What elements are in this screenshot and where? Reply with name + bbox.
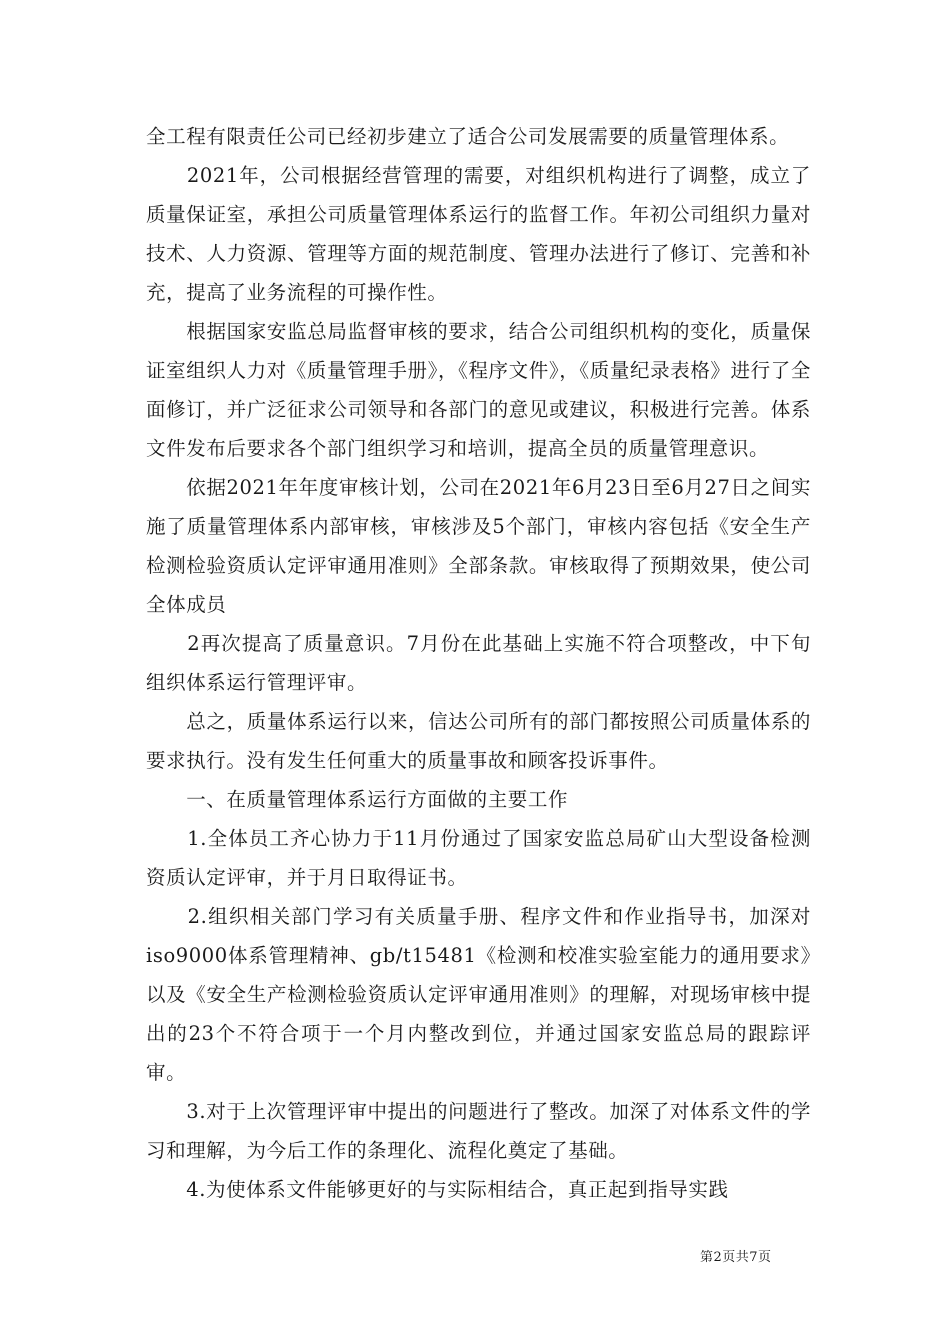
section-heading: 一、在质量管理体系运行方面做的主要工作 xyxy=(146,788,569,811)
paragraph-3: 根据国家安监总局监督审核的要求，结合公司组织机构的变化，质量保证室组织人力对《质量管理手册》，《程序文件》，《质量纪录表格》进行了全面修订，并广泛征求公司领导和各部门的意见或建议，积极进行完善。体系文件发布后要求各个部门组织学习和培训，提高全员的质量管理意识。 xyxy=(146,320,811,460)
list-item-3: 3.对于上次管理评审中提出的问题进行了整改。加深了对体系文件的学习和理解，为今后工作的条理化、流程化奠定了基础。 xyxy=(146,1100,811,1162)
list-item-4: 4.为使体系文件能够更好的与实际相结合，真正起到指导实践 xyxy=(146,1178,729,1201)
list-item-2: 2.组织相关部门学习有关质量手册、程序文件和作业指导书，加深对iso9000体系管理精神、gb/t15481《检测和校准实验室能力的通用要求》以及《安全生产检测检验资质认定评审通用准则》的理解，对现场审核中提出的23个不符合项于一个月内整改到位，并通过国家安监总局的跟踪评审。 xyxy=(146,905,811,1084)
paragraph-4: 依据2021年年度审核计划，公司在2021年6月23日至6月27日之间实施了质量管理体系内部审核，审核涉及5个部门，审核内容包括《安全生产检测检验资质认定评审通用准则》全部条款。审核取得了预期效果，使公司全体成员 xyxy=(146,476,811,616)
paragraph-1: 全工程有限责任公司已经初步建立了适合公司发展需要的质量管理体系。 xyxy=(146,125,790,148)
paragraph-2: 2021年，公司根据经营管理的需要，对组织机构进行了调整，成立了质量保证室，承担公司质量管理体系运行的监督工作。年初公司组织力量对技术、人力资源、管理等方面的规范制度、管理办法进行了修订、完善和补充，提高了业务流程的可操作性。 xyxy=(146,164,811,304)
page-number-footer: 第2页共7页 xyxy=(700,1250,772,1265)
document-body xyxy=(146,117,811,1209)
paragraph-5: 2再次提高了质量意识。7月份在此基础上实施不符合项整改，中下旬组织体系运行管理评审。 xyxy=(146,632,811,694)
paragraph-6: 总之，质量体系运行以来，信达公司所有的部门都按照公司质量体系的要求执行。没有发生任何重大的质量事故和顾客投诉事件。 xyxy=(146,710,811,772)
list-item-1: 1.全体员工齐心协力于11月份通过了国家安监总局矿山大型设备检测资质认定评审，并于月日取得证书。 xyxy=(146,827,811,889)
